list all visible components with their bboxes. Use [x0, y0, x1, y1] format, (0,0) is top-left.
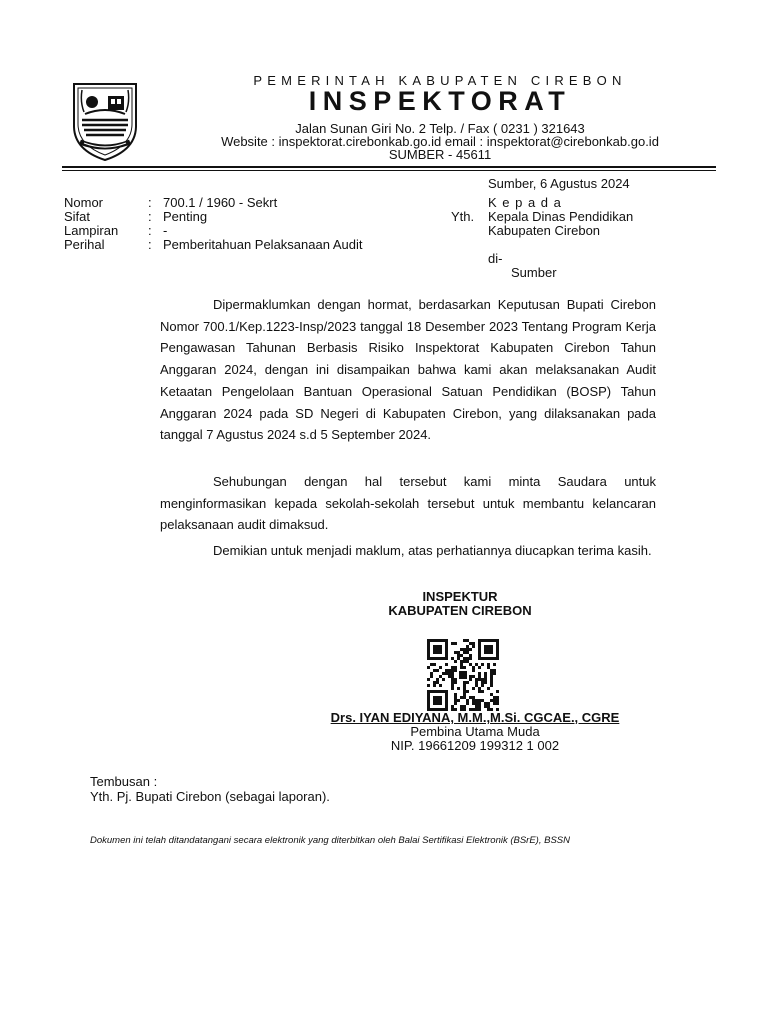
- qr-code-icon: [427, 639, 499, 711]
- signatory-rank: Pembina Utama Muda: [410, 724, 540, 739]
- meta-sep: :: [148, 195, 152, 210]
- organization-name: INSPEKTORAT: [308, 86, 572, 116]
- cirebon-regency-emblem-icon: [68, 80, 142, 162]
- meta-value-sifat: Penting: [163, 209, 208, 224]
- signature-title-1: INSPEKTUR: [422, 589, 498, 604]
- meta-label-lampiran: Lampiran: [64, 223, 119, 238]
- cc-item: Yth. Pj. Bupati Cirebon (sebagai laporan).: [90, 789, 330, 804]
- signatory-name: Drs. IYAN EDIYANA, M.M.,M.Si. CGCAE., CGRE: [330, 710, 620, 725]
- meta-value-lampiran: -: [163, 223, 168, 238]
- address-line: Jalan Sunan Giri No. 2 Telp. / Fax ( 0231 ) 321643: [295, 121, 585, 136]
- cc-label: Tembusan :: [90, 774, 158, 789]
- electronic-signature-note: Dokumen ini telah ditandatangani secara elektronik yang diterbitkan oleh Balai Sertifikasi Elektronik (BSrE), BSSN: [90, 835, 570, 846]
- body-paragraph-1: [160, 294, 656, 446]
- meta-label-perihal: Perihal: [64, 237, 105, 252]
- recipient-line2: Kabupaten Cirebon: [488, 223, 601, 238]
- postal-line: SUMBER - 45611: [388, 147, 492, 162]
- body-paragraph-3-text: Demikian untuk menjadi maklum, atas perhatiannya diucapkan terima kasih.: [213, 543, 652, 558]
- letterhead-rule-thin: [62, 170, 716, 171]
- letterhead-rule-thick: [62, 166, 716, 168]
- meta-sep: :: [148, 237, 152, 252]
- meta-label-nomor: Nomor: [64, 195, 104, 210]
- body-paragraph-3: [160, 540, 656, 562]
- recipient-yth: Yth.: [451, 209, 475, 224]
- recipient-place: Sumber: [511, 265, 557, 280]
- meta-value-perihal: Pemberitahuan Pelaksanaan Audit: [163, 237, 363, 252]
- meta-value-nomor: 700.1 / 1960 - Sekrt: [163, 195, 278, 210]
- government-name: PEMERINTAH KABUPATEN CIREBON: [253, 73, 627, 88]
- meta-label-sifat: Sifat: [64, 209, 91, 224]
- signature-title-2: KABUPATEN CIREBON: [388, 603, 532, 618]
- meta-sep: :: [148, 223, 152, 238]
- meta-sep: :: [148, 209, 152, 224]
- body-paragraph-2-text: Sehubungan dengan hal tersebut kami minta Saudara untuk menginformasikan kepada sekolah-sekolah tersebut untuk membantu kelancaran pelaksanaan audit dimaksud.: [160, 474, 656, 533]
- recipient-line1: Kepala Dinas Pendidikan: [488, 209, 634, 224]
- recipient-kepada: K e p a d a: [488, 195, 562, 210]
- letter-date: Sumber, 6 Agustus 2024: [488, 176, 630, 191]
- signatory-nip: NIP. 19661209 199312 1 002: [390, 738, 560, 753]
- contact-line: Website : inspektorat.cirebonkab.go.id email : inspektorat@cirebonkab.go.id: [221, 134, 659, 149]
- body-paragraph-2: [160, 471, 656, 536]
- recipient-di: di-: [488, 251, 503, 266]
- body-paragraph-1-text: Dipermaklumkan dengan hormat, berdasarkan Keputusan Bupati Cirebon Nomor 700.1/Kep.1223-Insp/2023 tanggal 18 Desember 2023 Tentang Program Kerja Pengawasan Tahunan Berbasis Risiko Inspektorat Kabupaten Cirebon Tahun Anggaran 2024, dengan ini disampaikan bahwa kami akan melaksanakan Audit Ketaatan Pengelolaan Bantuan Operasional Satuan Pendidikan (BOSP) Tahun Anggaran 2024 pada SD Negeri di Kabupaten Cirebon, yang dilaksanakan pada tanggal 7 Agustus 2024 s.d 5 September 2024.: [160, 297, 656, 443]
